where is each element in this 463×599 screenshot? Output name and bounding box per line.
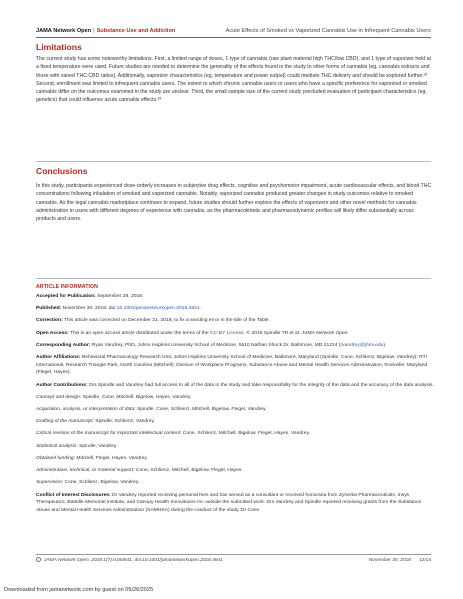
conflict-text: Dr Vandrey reported receiving personal fees and has served as a consultant or received honoraria from Zynerba Pharmaceuticals, Insys Therapeutics, Battelle Memorial Institute, and Canopy Health Innovations Inc outside the submitted work. Drs Vandrey and Spindle reported receiving grants from the Substance Abuse and Mental Health Services Administration (SAMHSA) during the conduct of the study. Dr Cone <box>36 492 422 513</box>
acquisition-label: Acquisition, analysis, or interpretation of data: <box>36 406 136 412</box>
section-name[interactable]: Substance Use and Addiction <box>96 28 176 34</box>
footer-date-page <box>369 556 431 565</box>
corresponding-text: Ryan Vandrey, PhD, Johns Hopkins University School of Medicine, 5510 Nathan Shock Dr, Baltimore, MD 21224 ( <box>91 342 341 348</box>
cc-by-license-link[interactable]: CC-BY License <box>210 330 244 336</box>
limitations-heading: Limitations <box>36 42 82 52</box>
running-header <box>36 26 431 36</box>
limitations-text: The current study has some noteworthy limitations. First, a limited range of doses, 1 type of cannabis (raw plant material high THC/low CBD), and 1 type of vaporizer held at a fixed temperature were used. Future studies are needed to determine the generality of the effects found in the study to other forms of cannabis (eg, cannabis extracts and those with varied THC:CBD ratios). Additionally, vaporizer characteristics (eg, temperature and power output) could mediate THC delivery and should be explored further.³² Second, enrollment was limited to infrequent cannabis users. The extent to which chronic cannabis users or users who have a specific preference for vaporized or smoked cannabis differ on the outcomes examined in the study are unclear. Third, the small sample size of the current study precluded evaluation of participant characteristics (eg, genetics) that could influence acute cannabis effects.³³ <box>36 56 431 104</box>
drafting-text: Spindle, Schlienz, Vandrey. <box>95 419 155 425</box>
funding-line <box>36 455 434 463</box>
article-info-divider <box>36 278 431 279</box>
admin-support-label: Administrative, technical, or material support: <box>36 468 135 474</box>
statistical-text: Spindle, Vandrey. <box>79 443 118 449</box>
corresponding-close: ). <box>383 342 387 348</box>
funding-label: Obtained funding: <box>36 455 75 461</box>
funding-text: Mitchell, Flegel, Hayes, Vandrey. <box>76 455 148 461</box>
acquisition-line <box>36 406 434 414</box>
accepted-date: September 28, 2018. <box>97 294 144 299</box>
doi-link[interactable]: 10.1001/jamanetworkopen.2018.4841 <box>116 306 200 312</box>
corresponding-label: Corresponding Author: <box>36 342 91 348</box>
header-separator: | <box>93 28 95 34</box>
published-line: Published: November 30, 2018. doi:10.1001/jamanetworkopen.2018.4841. <box>36 306 201 312</box>
running-title: Acute Effects of Smoked vs Vaporized Cannabis Use in Infrequent Cannabis Users <box>225 28 431 34</box>
conflict-line <box>36 492 434 515</box>
article-info-heading: ARTICLE INFORMATION <box>36 284 99 290</box>
concept-line <box>36 394 434 402</box>
accepted-line <box>36 293 434 301</box>
concept-label: Concept and design: <box>36 394 82 400</box>
admin-support-text: Cone, Schlienz, Mitchell, Bigelow, Flegel, Hayes. <box>135 468 243 474</box>
copyright-text: . © 2018 Spindle TR et al. <box>243 330 301 336</box>
critical-revision-label: Critical revision of the manuscript for important intellectual content: <box>36 431 182 437</box>
section-divider <box>36 161 431 162</box>
conclusions-text: In this study, participants experienced dose-orderly increases in subjective drug effects, cognitive and psychomotor impairment, acute cardiovascular effects, and blood THC concentrations following inhalation of smoked and vaporized cannabis. Notably, vaporized cannabis produced greater changes in study outcomes relative to smoked cannabis. As the legal cannabis marketplace continues to expand, future studies should further explore the effects of vaporizers and other novel methods for cannabis administration in users with different degrees of experience with cannabis, as the pharmacokinetic and pharmacodynamic profiles will likely differ substantially across products and users. <box>36 183 432 223</box>
open-access-icon <box>36 557 41 562</box>
open-access-line <box>36 330 434 338</box>
author-email-link[interactable]: rvandrey@jhmi.edu <box>340 342 384 348</box>
open-access-text: This is an open access article distributed under the terms of the <box>70 330 209 336</box>
article-info-block <box>36 293 434 519</box>
accepted-label: Accepted for Publication: <box>36 294 96 299</box>
footer-citation: JAMA Network Open. 2018;1(7):e184841. doi:10.1001/jamanetworkopen.2018.4841 <box>44 558 223 563</box>
affiliations-line <box>36 354 434 377</box>
footer-date: November 30, 2018 <box>368 558 411 563</box>
acquisition-text: Spindle, Cone, Schlienz, Mitchell, Bigelow, Flegel, Vandrey. <box>137 406 267 412</box>
page-footer <box>36 556 431 565</box>
download-note: Downloaded from jamanetwork.com by guest on 05/26/2025 <box>4 587 154 593</box>
drafting-label: Drafting of the manuscript: <box>36 419 94 425</box>
critical-revision-line <box>36 430 434 438</box>
critical-revision-text: Cone, Schlienz, Mitchell, Bigelow, Flegel, Hayes, Vandrey. <box>182 431 310 437</box>
published-date: November 30, 2018. doi: <box>62 306 117 312</box>
journal-name-italic: JAMA Network Open. <box>301 330 349 336</box>
conclusions-heading: Conclusions <box>36 166 88 176</box>
contributions-label: Author Contributions: <box>36 382 88 388</box>
correction-label: Correction: <box>36 318 63 324</box>
conflict-label: Conflict of Interest Disclosures: <box>36 492 111 498</box>
affiliations-label: Author Affiliations: <box>36 355 81 361</box>
admin-support-line <box>36 467 434 475</box>
affiliations-text: Behavioral Pharmacology Research Unit, Johns Hopkins University School of Medicine, Baltimore, Maryland (Spindle, Cone, Schlienz, Bigelow, Vandrey); RTI International, Research Triangle Park, North Carolina (Mitchell); Division of Workplace Programs, Substance Abuse and Mental Health Services Administration, Rockville, Maryland (Flegel, Hayes). <box>36 355 428 376</box>
supervision-label: Supervision: <box>36 480 64 486</box>
contributions-line <box>36 382 434 390</box>
corresponding-author-line <box>36 342 434 350</box>
published-label: Published: <box>36 306 62 312</box>
drafting-line <box>36 418 434 426</box>
page-number: 12/14 <box>418 558 431 563</box>
statistical-label: Statistical analysis: <box>36 443 78 449</box>
concept-text: Spindle, Cone, Mitchell, Bigelow, Hayes, Vandrey. <box>82 394 192 400</box>
supervision-text: Cone, Schlienz, Bigelow, Vandrey. <box>64 480 140 486</box>
correction-line <box>36 317 434 325</box>
open-access-label: Open Access: <box>36 330 69 336</box>
footer-divider <box>36 554 431 555</box>
supervision-line <box>36 479 434 487</box>
contributions-text: Drs Spindle and Vandrey had full access to all of the data in the study and take responsibility for the integrity of the data and the accuracy of the data analysis. <box>88 382 434 388</box>
statistical-line <box>36 443 434 451</box>
correction-text: This article was corrected on December 21, 2018, to fix a wording error in the title of the Table. <box>63 318 270 324</box>
journal-brand[interactable]: JAMA Network Open <box>36 28 92 34</box>
header-divider <box>36 37 431 38</box>
